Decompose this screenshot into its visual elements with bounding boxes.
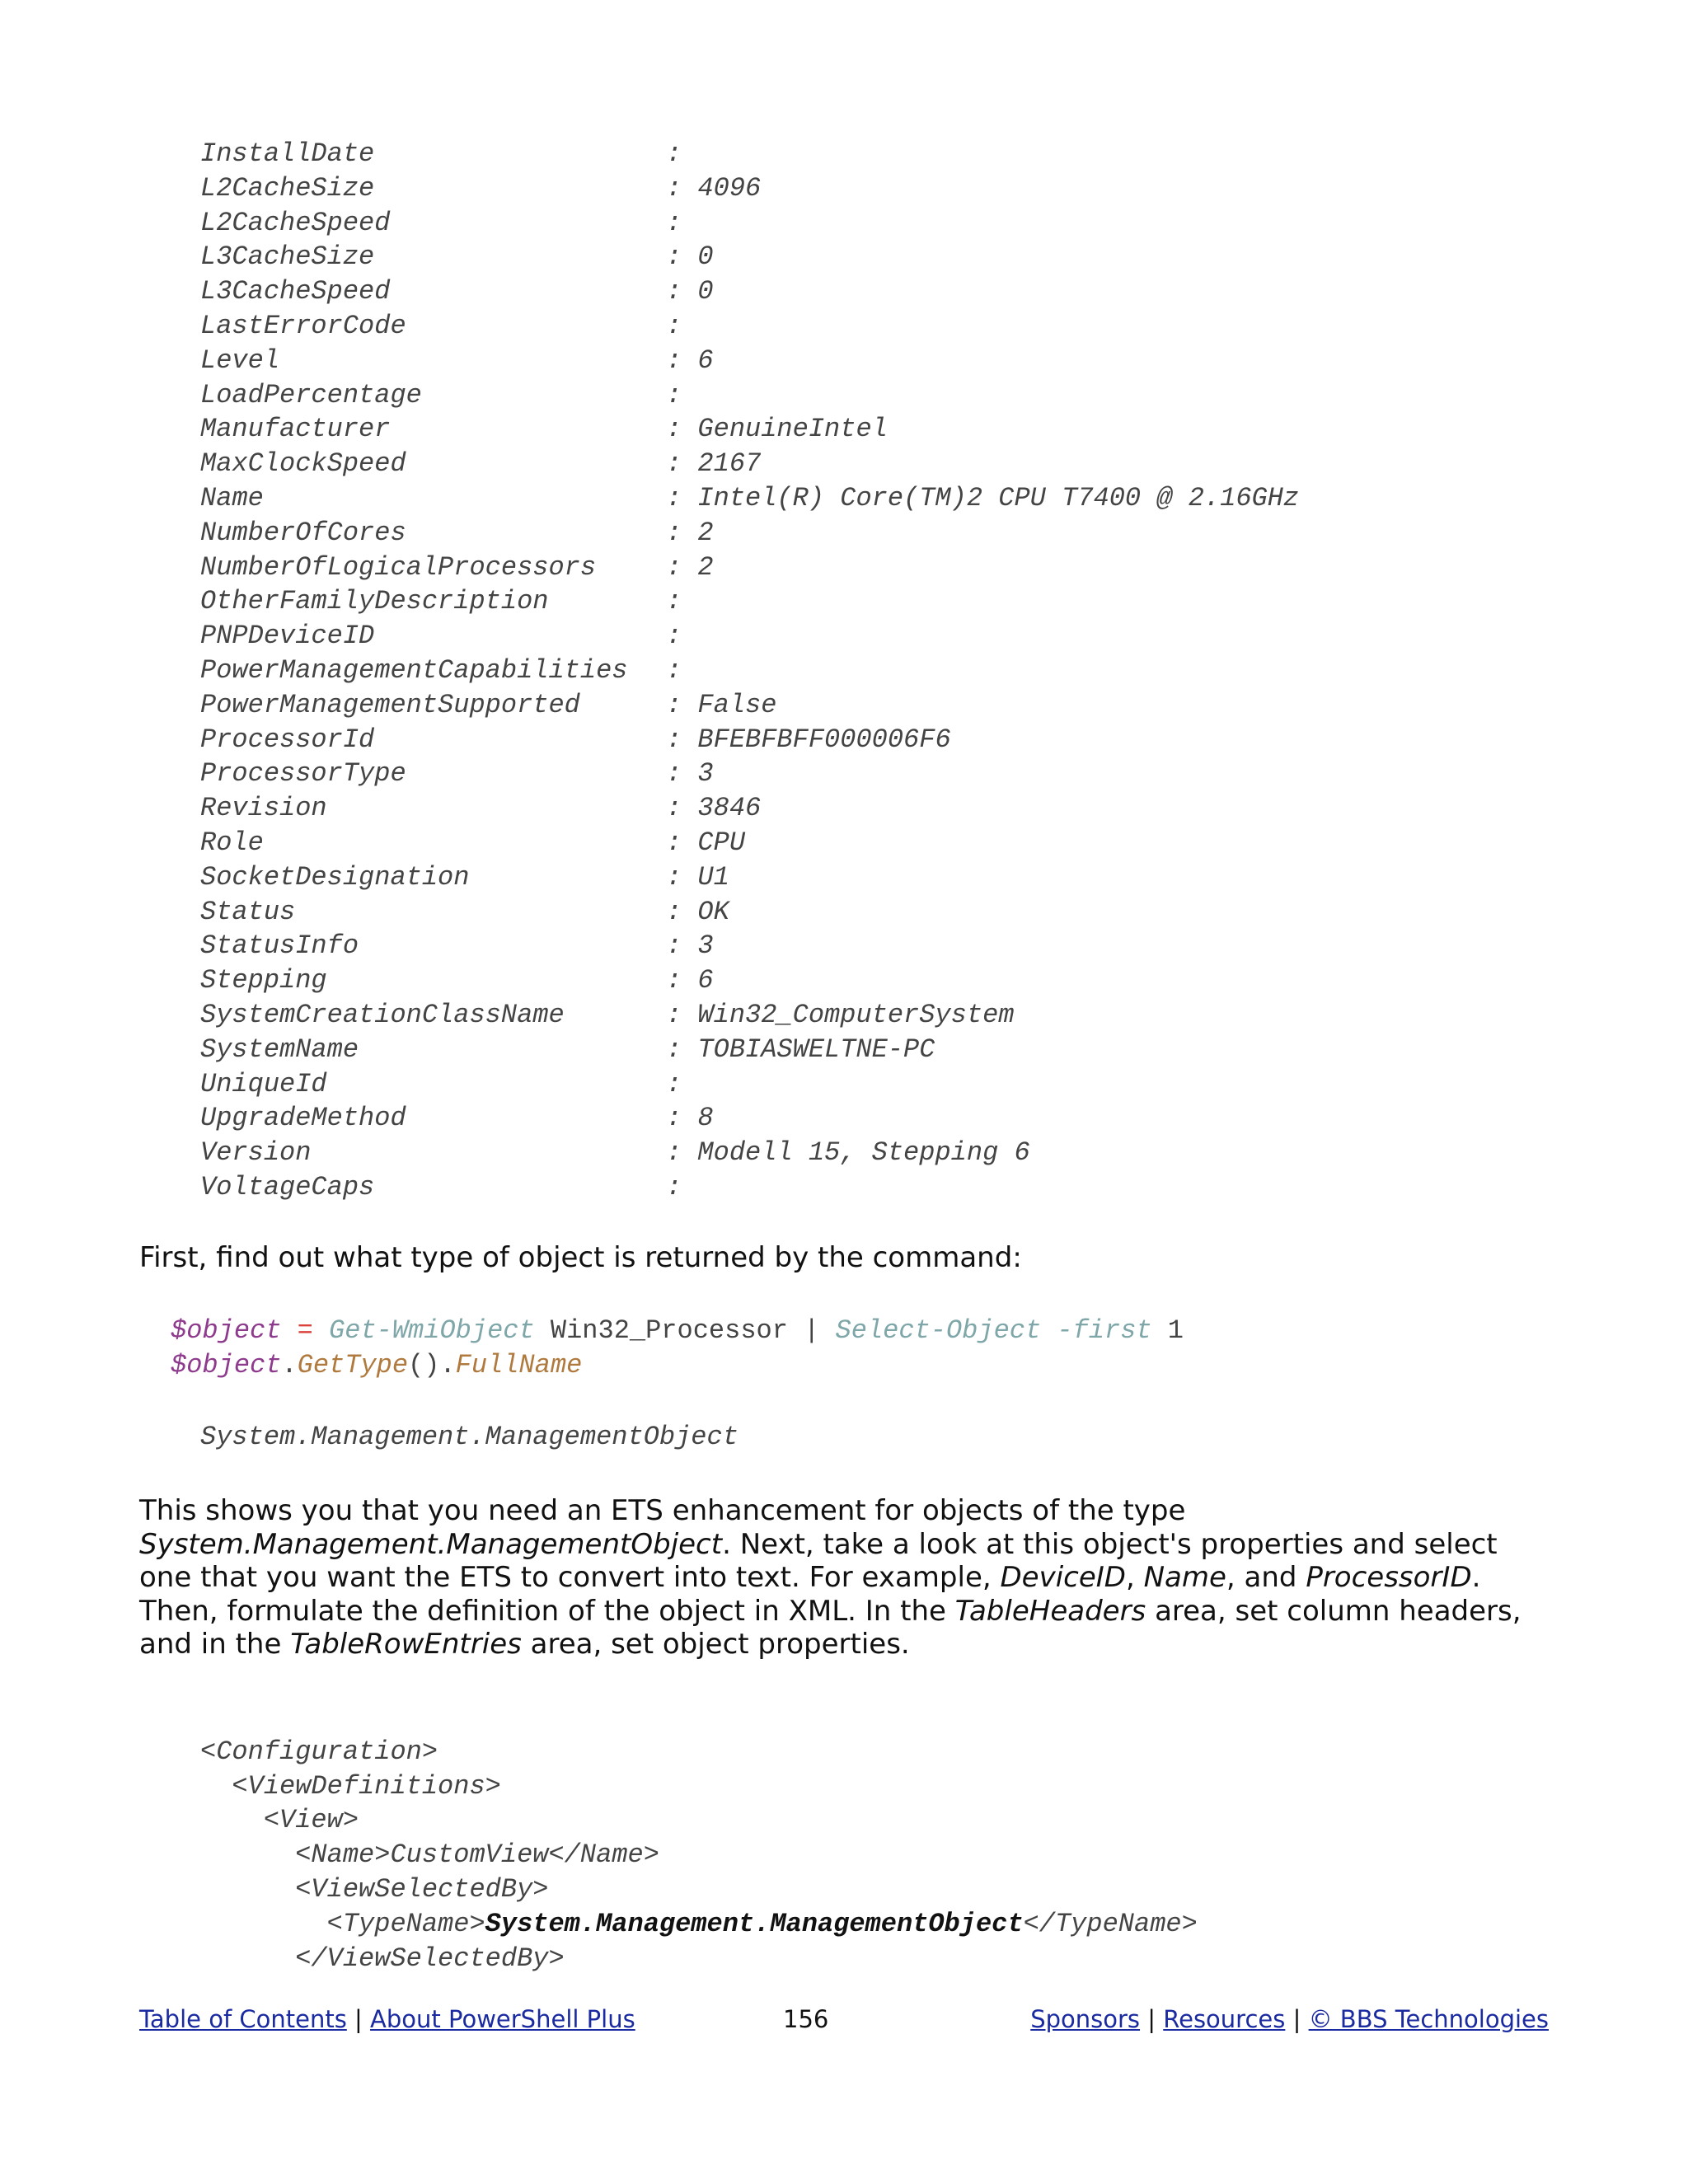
code-parens: (). [408,1349,456,1380]
property-row [200,791,1299,826]
property-row [200,619,1299,654]
text-run: . Next, take a look at this object's properties and select one that you want the ETS to convert into text. For example, [139,1527,1498,1594]
property-colon: : [666,827,698,858]
code-block [171,1314,1184,1383]
property-row [200,963,1299,998]
property-row [200,137,1299,171]
property-row [200,688,1299,723]
property-value: CPU [697,827,746,858]
property-value: 8 [697,1103,714,1134]
code-argument: Win32_Processor | [534,1315,836,1346]
property-colon: : [666,1068,698,1099]
property-colon: : [666,793,698,824]
property-value: 4096 [697,172,762,204]
xml-type-value: System.Management.ManagementObject [485,1908,1024,1939]
code-line-2 [171,1348,1184,1383]
code-variable: $object [171,1349,282,1380]
property-row [200,274,1299,309]
property-name: Name [200,482,264,513]
property-colon: : [666,621,698,652]
property-name: Stepping [200,965,327,996]
property-colon: : [666,999,698,1030]
property-row [200,654,1299,688]
property-name: LoadPercentage [200,379,422,410]
footer-separator: | [346,2005,371,2033]
property-name: L3CacheSpeed [200,276,391,307]
property-value: 2167 [697,448,762,480]
property-row [200,1033,1299,1067]
property-value: GenuineIntel [697,414,888,445]
xml-line: <View> [200,1805,359,1836]
code-method: GetType [297,1349,409,1380]
property-row [200,171,1299,206]
sponsors-link[interactable]: Sponsors [1030,2005,1141,2033]
property-colon: : [666,724,698,755]
property-row [200,860,1299,895]
xml-line: <ViewDefinitions> [200,1770,501,1802]
property-colon: : [666,586,698,617]
property-row [200,378,1299,413]
property-name: PNPDeviceID [200,621,375,652]
text-run: , [1125,1561,1144,1594]
property-row [200,1170,1299,1205]
property-value: Intel(R) Core(TM)2 CPU T7400 @ 2.16GHz [697,482,1300,513]
property-row [200,757,1299,791]
code-operator: = [281,1315,330,1346]
property-colon: : [666,379,698,410]
code-cmdlet: Select-Object [835,1315,1042,1346]
code-number: 1 [1151,1315,1184,1346]
text-run: . Then, formulate the definition of the object in XML. In the [139,1561,1481,1628]
property-row [200,895,1299,930]
property-value: 3846 [697,793,762,824]
property-colon: : [666,758,698,790]
property-row [200,412,1299,447]
xml-open-tag: <TypeName> [200,1908,485,1939]
property-name: Revision [200,793,327,824]
property-row [200,1067,1299,1102]
xml-close-tag: </TypeName> [1023,1908,1198,1939]
property-row [200,723,1299,757]
property-colon: : [666,138,698,169]
explanation-paragraph [139,1494,1557,1661]
italic-term: System.Management.ManagementObject [139,1527,723,1561]
property-value: Win32_ComputerSystem [697,999,1015,1030]
property-name: LastErrorCode [200,310,406,341]
xml-line: </ViewSelectedBy> [200,1943,565,1974]
property-value: TOBIASWELTNE-PC [697,1033,935,1065]
code-dot: . [281,1349,298,1380]
property-colon: : [666,551,698,583]
property-name: UniqueId [200,1068,327,1099]
property-name: OtherFamilyDescription [200,586,549,617]
property-row [200,344,1299,378]
property-name: VoltageCaps [200,1171,375,1202]
property-colon: : [666,1033,698,1065]
property-value: 0 [697,241,714,273]
property-colon: : [666,1137,698,1169]
property-name: SystemCreationClassName [200,999,565,1030]
property-row [200,206,1299,241]
footer-left [139,2001,635,2037]
property-value: 2 [697,517,714,548]
xml-line: <ViewSelectedBy> [200,1873,549,1905]
code-variable: $object [171,1315,282,1346]
italic-term: TableRowEntries [290,1628,522,1661]
property-row [200,826,1299,860]
property-colon: : [666,896,698,927]
xml-line: <Name>CustomView</Name> [200,1840,659,1871]
property-row [200,584,1299,619]
property-value: 3 [697,930,714,962]
property-name: SocketDesignation [200,861,470,893]
property-colon: : [666,965,698,996]
property-name: SystemName [200,1033,359,1065]
property-row [200,309,1299,344]
property-name: NumberOfCores [200,517,406,548]
property-colon: : [666,654,698,686]
text-run: , and [1226,1561,1306,1594]
property-name: L2CacheSize [200,172,375,204]
about-powershell-plus-link[interactable]: About PowerShell Plus [370,2005,635,2033]
italic-term: DeviceID [1000,1561,1126,1594]
property-value: 3 [697,758,714,790]
property-value: False [697,689,777,720]
property-colon: : [666,1103,698,1134]
footer-separator: | [1285,2005,1309,2033]
property-name: MaxClockSpeed [200,448,406,480]
text-run: This shows you that you need an ETS enhancement for objects of the type [139,1494,1186,1527]
property-value: 6 [697,344,714,376]
italic-term: TableHeaders [954,1594,1146,1628]
property-colon: : [666,207,698,238]
property-value: Modell 15, Stepping 6 [697,1137,1030,1169]
code-output: System.Management.ManagementObject [200,1422,738,1452]
property-row [200,1101,1299,1136]
property-name: L2CacheSpeed [200,207,391,238]
property-value: 6 [697,965,714,996]
page-number: 156 [783,2005,829,2033]
property-name: Level [200,344,280,376]
property-colon: : [666,344,698,376]
footer-separator: | [1140,2005,1164,2033]
property-row [200,516,1299,551]
property-colon: : [666,689,698,720]
table-of-contents-link[interactable]: Table of Contents [139,2005,347,2033]
text-run: area, set object properties. [521,1628,910,1661]
property-value: OK [697,896,729,927]
footer-right [1030,2001,1549,2037]
property-name: StatusInfo [200,930,359,962]
xml-line-typename [200,1907,1198,1942]
property-row [200,240,1299,274]
property-name: Version [200,1137,312,1169]
property-value: U1 [697,861,729,893]
property-name: Status [200,896,296,927]
code-property: FullName [455,1349,583,1380]
italic-term: ProcessorID [1306,1561,1472,1594]
property-name: UpgradeMethod [200,1103,406,1134]
property-name: L3CacheSize [200,241,375,273]
property-listing [200,137,1299,1205]
property-colon: : [666,448,698,480]
property-colon: : [666,241,698,273]
property-name: Manufacturer [200,414,391,445]
code-parameter: -first [1041,1315,1152,1346]
property-name: PowerManagementCapabilities [200,654,628,686]
property-row [200,481,1299,516]
code-cmdlet: Get-WmiObject [329,1315,535,1346]
resources-link[interactable]: Resources [1163,2005,1286,2033]
code-line-1 [171,1314,1184,1348]
property-name: ProcessorType [200,758,406,790]
property-colon: : [666,1171,698,1202]
property-name: InstallDate [200,138,375,169]
property-colon: : [666,414,698,445]
xml-code-block [200,1700,1198,2010]
bbs-technologies-link[interactable]: © BBS Technologies [1308,2005,1549,2033]
text-run: area, set column headers, and in the [139,1594,1522,1661]
property-colon: : [666,310,698,341]
property-row [200,929,1299,963]
property-colon: : [666,172,698,204]
property-name: NumberOfLogicalProcessors [200,551,597,583]
property-colon: : [666,930,698,962]
intro-paragraph: First, find out what type of object is returned by the command: [139,1241,1022,1274]
italic-term: Name [1143,1561,1226,1594]
property-colon: : [666,482,698,513]
property-row [200,998,1299,1033]
page-footer [139,2001,1549,2037]
property-row [200,447,1299,481]
property-row [200,551,1299,585]
property-name: ProcessorId [200,724,375,755]
property-value: 2 [697,551,714,583]
property-colon: : [666,861,698,893]
xml-line: <Configuration> [200,1736,438,1767]
property-row [200,1136,1299,1170]
property-value: BFEBFBFF000006F6 [697,724,951,755]
property-colon: : [666,276,698,307]
property-value: 0 [697,276,714,307]
property-colon: : [666,517,698,548]
property-name: PowerManagementSupported [200,689,580,720]
property-name: Role [200,827,264,858]
